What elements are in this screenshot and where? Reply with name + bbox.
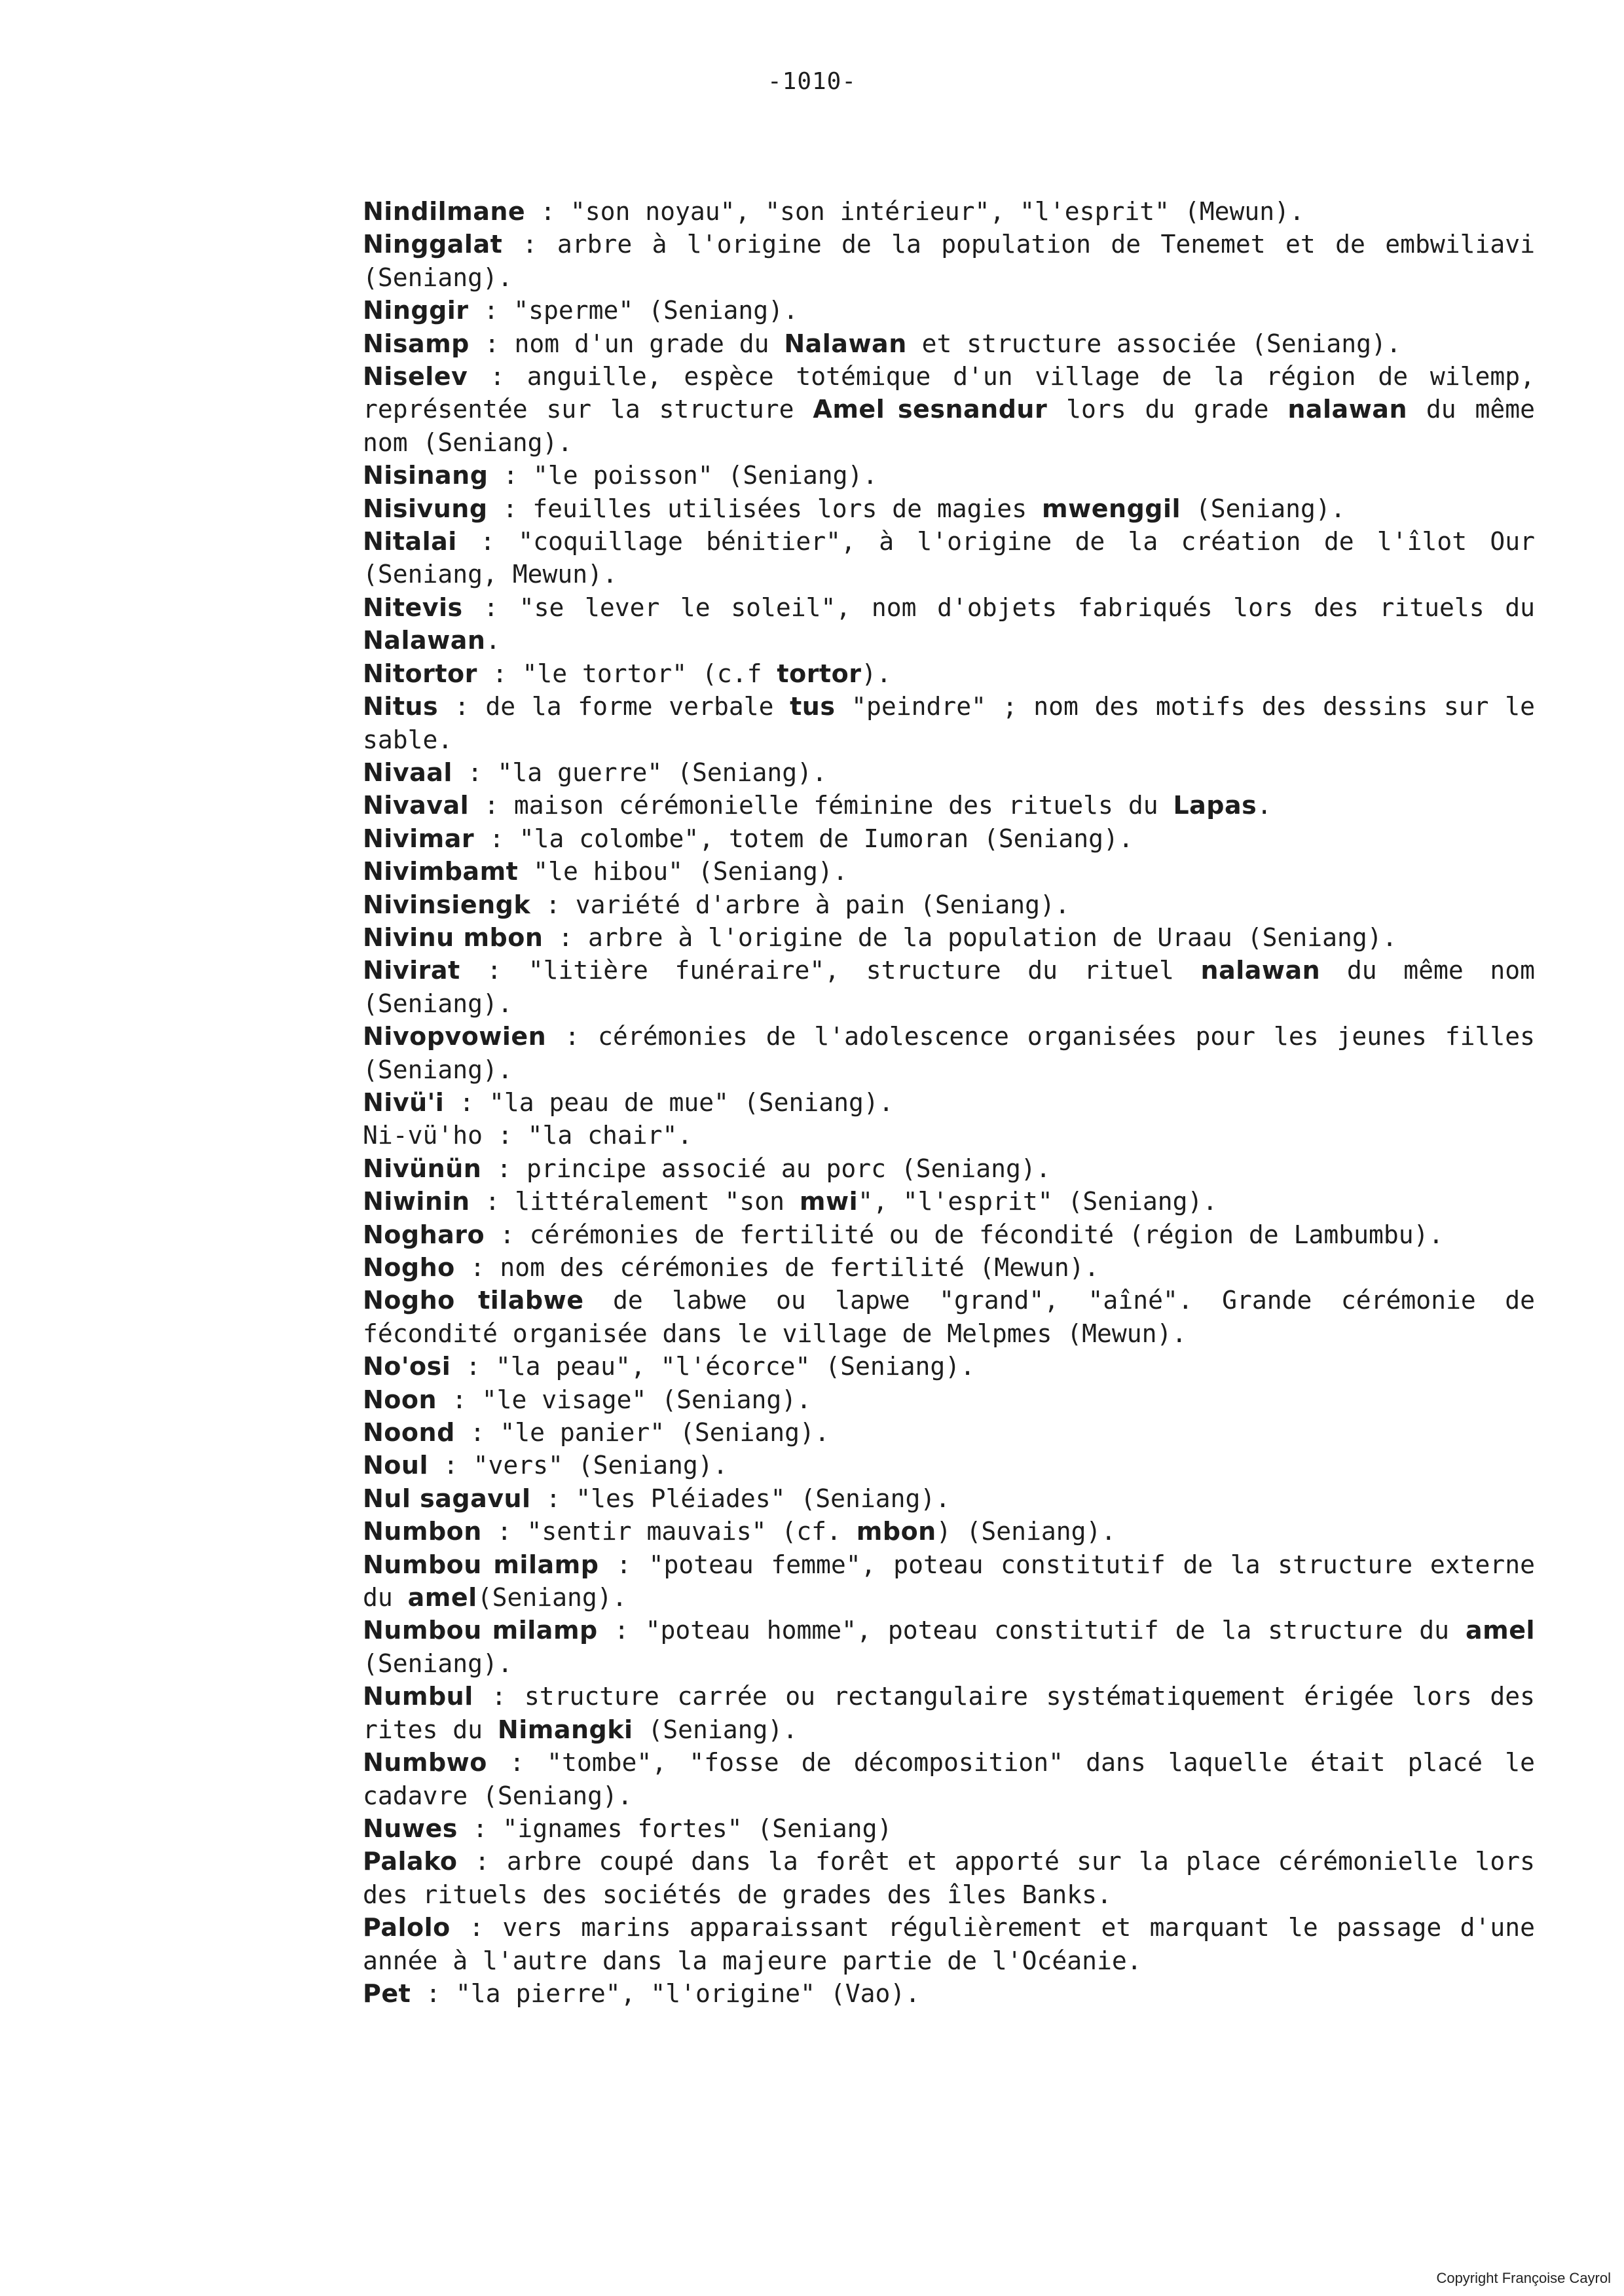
entry-definition: "peindre" ; nom des motifs des dessins sur le sable. [363, 692, 1535, 754]
glossary-entry [363, 1350, 1535, 1383]
glossary-entry [363, 459, 1535, 492]
glossary-entry [363, 1086, 1535, 1119]
glossary-entry [363, 1812, 1535, 1845]
entry-term: Nivirat [363, 956, 460, 985]
glossary-entry [363, 1119, 1535, 1152]
entry-term: Niwinin [363, 1187, 470, 1216]
entry-definition: : "le panier" (Seniang). [454, 1418, 830, 1448]
entry-term: Nul sagavul [363, 1484, 531, 1513]
entry-definition: ). [861, 659, 892, 688]
entry-definition: : "litière funéraire", structure du rituel [460, 956, 1201, 985]
entry-definition: : "le poisson" (Seniang). [488, 461, 878, 490]
entry-term: Nivimar [363, 824, 475, 853]
entry-definition: : nom des cérémonies de fertilité (Mewun). [454, 1253, 1099, 1282]
entry-term: Nitus [363, 692, 439, 721]
cross-reference-term: Lapas [1173, 791, 1257, 820]
cross-reference-term: Nimangki [497, 1715, 633, 1744]
glossary-entry [363, 789, 1535, 822]
entry-term: Noul [363, 1451, 428, 1480]
entry-definition: : "la pierre", "l'origine" (Vao). [411, 1978, 921, 2008]
entry-definition: : cérémonies de l'adolescence organisées pour les jeunes filles (Seniang). [363, 1022, 1535, 1084]
cross-reference-term: nalawan [1200, 956, 1321, 985]
entry-term: Nogho tilabwe [363, 1286, 584, 1315]
entry-definition: (Seniang). [477, 1583, 627, 1613]
entry-definition: : anguille, espèce totémique d'un village de la région de wilemp, représentée sur la structure [363, 362, 1535, 424]
entry-definition: ", "l'esprit" (Seniang). [858, 1187, 1218, 1216]
entry-term: Nivü'i [363, 1087, 445, 1117]
entry-definition: : "les Pléiades" (Seniang). [530, 1484, 951, 1513]
glossary-entry [363, 1977, 1535, 2010]
entry-term: Nivünün [363, 1154, 482, 1183]
cross-reference-term: Nalawan [784, 329, 907, 358]
glossary-entry [363, 855, 1535, 888]
glossary-entry [363, 1284, 1535, 1350]
entry-definition: : de la forme verbale [438, 692, 790, 721]
entry-definition: du même nom (Seniang). [363, 956, 1535, 1018]
entry-definition: : "le visage" (Seniang). [437, 1385, 812, 1414]
entry-definition: : "poteau femme", poteau constitutif de la structure externe du [363, 1550, 1535, 1613]
entry-term: Nivimbamt [363, 857, 519, 886]
entry-term: Nuwes [363, 1813, 458, 1843]
cross-reference-term: amel [1465, 1616, 1535, 1645]
entry-definition: : littéralement "son [470, 1187, 800, 1216]
glossary-entry [363, 492, 1535, 525]
entry-term: Palako [363, 1847, 458, 1876]
glossary-entry [363, 1845, 1535, 1911]
entry-definition: . [485, 626, 501, 655]
glossary-entry [363, 1746, 1535, 1812]
glossary-entry [363, 327, 1535, 360]
glossary-entry [363, 1383, 1535, 1416]
entry-definition: : "son noyau", "son intérieur", "l'esprit" (Mewun). [525, 197, 1304, 226]
entry-definition: : "coquillage bénitier", à l'origine de la création de l'îlot Our (Seniang, Mewun). [363, 527, 1535, 589]
entry-term: Nivopvowien [363, 1022, 547, 1051]
entry-term: Ninggir [363, 296, 469, 325]
entry-definition: : arbre coupé dans la forêt et apporté sur la place cérémonielle lors des rituels des sociétés de grades des îles Banks. [363, 1847, 1535, 1909]
glossary-entry [363, 756, 1535, 789]
entry-definition: : structure carrée ou rectangulaire systématiquement érigée lors des rites du [363, 1682, 1535, 1744]
cross-reference-term: Amel sesnandur [813, 395, 1048, 424]
copyright-notice: Copyright Françoise Cayrol [1436, 2270, 1611, 2286]
entry-definition: : "la colombe", totem de Iumoran (Seniang). [474, 824, 1134, 853]
entry-definition: (Seniang). [363, 1649, 513, 1678]
glossary-entry [363, 294, 1535, 327]
entry-term: Numbou milamp [363, 1616, 598, 1645]
entry-definition: : vers marins apparaissant régulièrement et marquant le passage d'une année à l'autre dans la majeure partie de l'Océanie. [363, 1913, 1535, 1975]
glossary-entry [363, 1548, 1535, 1614]
entry-term: Nivinu mbon [363, 922, 544, 952]
entry-definition: du même nom (Seniang). [363, 395, 1535, 457]
glossary-entry [363, 1251, 1535, 1284]
entry-definition: : "vers" (Seniang). [428, 1451, 728, 1480]
glossary-entry [363, 888, 1535, 921]
glossary-entry [363, 591, 1535, 657]
entry-definition: de labwe ou lapwe "grand", "aîné". Grande cérémonie de fécondité organisée dans le village de Melpmes (Mewun). [363, 1286, 1535, 1348]
entry-definition: . [1257, 791, 1272, 820]
glossary-entry [363, 1482, 1535, 1515]
entry-term: Numbwo [363, 1748, 487, 1777]
glossary-entry [363, 228, 1535, 294]
cross-reference-term: mwenggil [1042, 494, 1181, 523]
entry-term: Nisamp [363, 329, 470, 358]
entry-definition: : nom d'un grade du [469, 329, 784, 358]
cross-reference-term: mwi [799, 1187, 858, 1216]
entry-term: Niselev [363, 362, 468, 392]
entry-definition: (Seniang). [633, 1715, 798, 1744]
page-number: -1010- [767, 68, 857, 95]
cross-reference-term: Nalawan [363, 626, 486, 655]
cross-reference-term: mbon [856, 1517, 936, 1546]
glossary-entry [363, 1515, 1535, 1548]
entry-term: Nitevis [363, 592, 463, 622]
glossary-entry [363, 822, 1535, 855]
entry-term: Nindilmane [363, 197, 526, 226]
entry-definition: : "la guerre" (Seniang). [452, 757, 827, 787]
glossary-entry [363, 360, 1535, 459]
entry-definition: : "sperme" (Seniang). [468, 296, 798, 325]
glossary-entry [363, 921, 1535, 954]
entry-definition: Ni-vü'ho : "la chair". [363, 1121, 693, 1150]
entry-definition: : "le tortor" (c.f [477, 659, 777, 688]
entry-definition: : arbre à l'origine de la population de Tenemet et de embwiliavi (Seniang). [363, 230, 1535, 292]
entry-term: Nogharo [363, 1220, 485, 1249]
glossary-entry [363, 525, 1535, 591]
glossary-entry [363, 1911, 1535, 1977]
entry-definition: ) (Seniang). [936, 1517, 1116, 1546]
entry-term: Nisinang [363, 461, 489, 490]
entry-term: Nivaal [363, 757, 452, 787]
entry-definition: : "se lever le soleil", nom d'objets fabriqués lors des rituels du [462, 592, 1535, 622]
glossary-list [363, 195, 1535, 2010]
cross-reference-term: tortor [777, 659, 862, 688]
glossary-entry [363, 1416, 1535, 1449]
entry-definition: "le hibou" (Seniang). [518, 857, 848, 886]
entry-term: Noon [363, 1385, 437, 1414]
glossary-entry [363, 657, 1535, 690]
entry-definition: : "sentir mauvais" (cf. [481, 1517, 857, 1546]
cross-reference-term: tus [790, 692, 836, 721]
entry-definition: : cérémonies de fertilité ou de fécondité (région de Lambumbu). [485, 1220, 1444, 1249]
cross-reference-term: nalawan [1287, 395, 1407, 424]
glossary-entry [363, 1614, 1535, 1680]
entry-definition: : feuilles utilisées lors de magies [487, 494, 1043, 523]
cross-reference-term: amel [407, 1583, 477, 1613]
glossary-entry [363, 1680, 1535, 1746]
glossary-entry [363, 690, 1535, 756]
entry-definition: et structure associée (Seniang). [906, 329, 1401, 358]
glossary-entry [363, 1218, 1535, 1251]
entry-term: Noond [363, 1418, 455, 1448]
entry-term: Pet [363, 1978, 411, 2008]
entry-definition: : "tombe", "fosse de décomposition" dans laquelle était placé le cadavre (Seniang). [363, 1748, 1535, 1810]
glossary-entry [363, 1185, 1535, 1218]
entry-term: Nisivung [363, 494, 488, 523]
entry-definition: : arbre à l'origine de la population de Uraau (Seniang). [543, 922, 1397, 952]
entry-definition: : principe associé au porc (Seniang). [481, 1154, 1051, 1183]
entry-definition: (Seniang). [1181, 494, 1346, 523]
entry-term: Numbou milamp [363, 1550, 599, 1579]
entry-term: Ninggalat [363, 230, 503, 259]
entry-term: Nitortor [363, 659, 477, 688]
glossary-entry [363, 1449, 1535, 1482]
entry-term: Nivinsiengk [363, 890, 531, 919]
glossary-entry [363, 954, 1535, 1020]
entry-definition: : maison cérémonielle féminine des rituels du [469, 791, 1173, 820]
entry-term: No'osi [363, 1352, 451, 1381]
entry-term: Nitalai [363, 527, 457, 556]
glossary-entry [363, 1020, 1535, 1086]
entry-term: Numbon [363, 1517, 482, 1546]
entry-term: Nivaval [363, 791, 470, 820]
entry-term: Palolo [363, 1913, 451, 1942]
entry-definition: : "poteau homme", poteau constitutif de la structure du [597, 1616, 1466, 1645]
entry-definition: : "la peau", "l'écorce" (Seniang). [451, 1352, 976, 1381]
entry-definition: : "la peau de mue" (Seniang). [444, 1087, 894, 1117]
entry-definition: : "ignames fortes" (Seniang) [457, 1813, 893, 1843]
entry-term: Numbul [363, 1682, 473, 1711]
entry-term: Nogho [363, 1253, 455, 1282]
entry-definition: : variété d'arbre à pain (Seniang). [530, 890, 1070, 919]
entry-definition: lors du grade [1047, 395, 1288, 424]
glossary-entry [363, 1152, 1535, 1185]
glossary-entry [363, 195, 1535, 228]
